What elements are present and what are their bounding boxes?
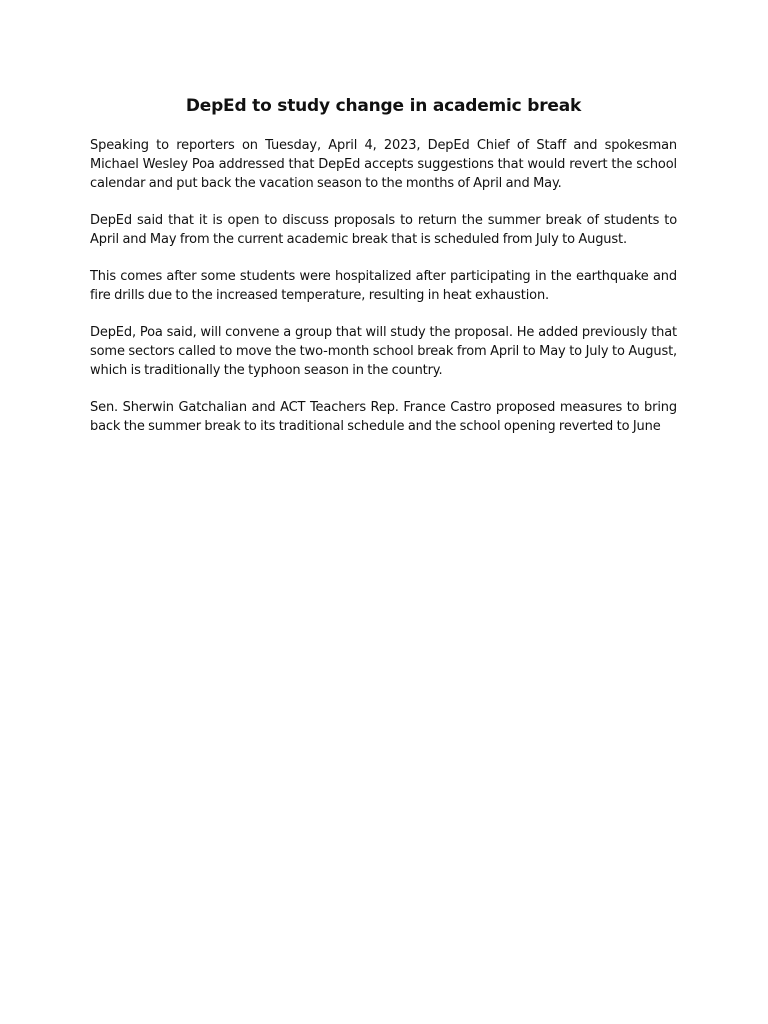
document-body: [90, 94, 677, 454]
paragraph-5: Sen. Sherwin Gatchalian and ACT Teachers Rep. France Castro proposed measures to bring back the summer break to its traditional schedule and the school opening reverted to June: [90, 400, 677, 434]
paragraph-1: Speaking to reporters on Tuesday, April 4, 2023, DepEd Chief of Staff and spokesman Michael Wesley Poa addressed that DepEd accepts suggestions that would revert the school calendar and put back the vacation season to the months of April and May.: [90, 138, 677, 191]
document-title: DepEd to study change in academic break: [185, 96, 582, 116]
paragraph-2: DepEd said that it is open to discuss proposals to return the summer break of students to April and May from the current academic break that is scheduled from July to August.: [90, 213, 677, 247]
paragraph-4: DepEd, Poa said, will convene a group that will study the proposal. He added previously that some sectors called to move the two-month school break from April to May to July to August, which is traditionally the typhoon season in the country.: [90, 325, 677, 378]
paragraph-3: This comes after some students were hospitalized after participating in the earthquake and fire drills due to the increased temperature, resulting in heat exhaustion.: [90, 269, 677, 303]
